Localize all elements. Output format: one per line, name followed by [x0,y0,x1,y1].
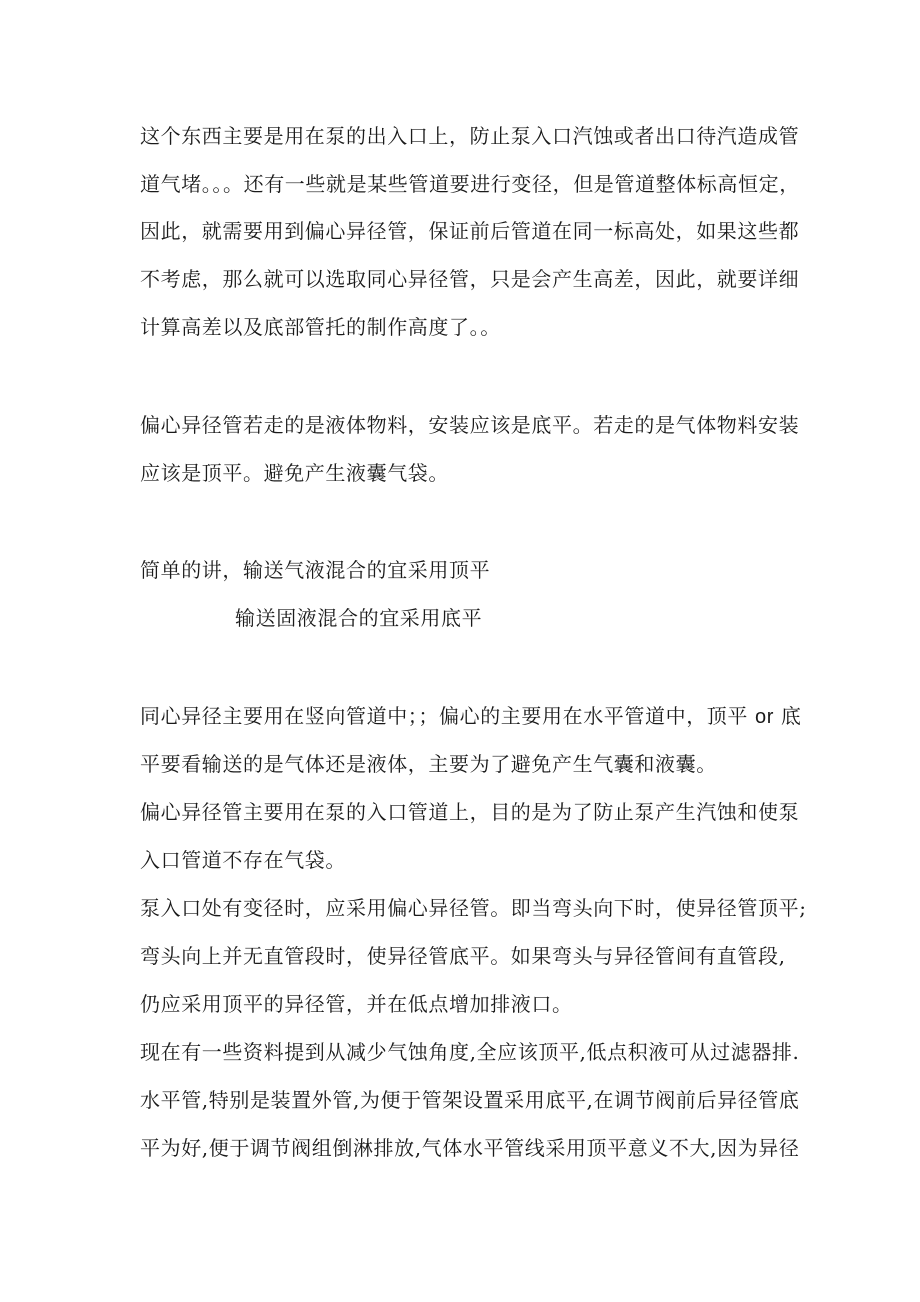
paragraph-2-line-1: 偏心异径管若走的是液体物料，安装应该是底平。若走的是气体物料安装 [140,413,800,437]
paragraph-1-line-4: 不考虑，那么就可以选取同心异径管，只是会产生高差，因此，就要详细 [140,267,800,291]
paragraph-4-line-1 [140,704,802,729]
paragraph-1-line-3: 因此，就需要用到偏心异径管，保证前后管道在同一标高处，如果这些都 [140,219,800,243]
paragraph-6-line-2: 弯头向上并无直管段时，使异径管底平。如果弯头与异径管间有直管段, [140,944,786,968]
paragraph-4-line-1-after: 底 [773,704,802,728]
paragraph-6-line-1: 泵入口处有变径时，应采用偏心异径管。即当弯头向下时，使异径管顶平; [140,896,807,920]
paragraph-2-line-2: 应该是顶平。避免产生液囊气袋。 [140,461,449,485]
paragraph-1-line-5: 计算高差以及底部管托的制作高度了。。 [140,315,501,339]
paragraph-4-line-1-latin: or [754,706,774,728]
paragraph-4-line-2: 平要看输送的是气体还是液体，主要为了避免产生气囊和液囊。 [140,752,717,776]
paragraph-1-line-2: 道气堵。。。还有一些就是某些管道要进行变径，但是管道整体标高恒定， [140,172,800,196]
paragraph-1-line-1: 这个东西主要是用在泵的出入口上，防止泵入口汽蚀或者出口待汽造成管 [140,124,800,148]
paragraph-7-line-1: 现在有一些资料提到从减少气蚀角度,全应该顶平,低点积液可从过滤器排. [140,1040,800,1064]
paragraph-7-line-2: 水平管,特别是装置外管,为便于管架设置采用底平,在调节阀前后异径管底 [140,1088,800,1112]
paragraph-7-line-3: 平为好,便于调节阀组倒淋排放,气体水平管线采用顶平意义不大,因为异径 [140,1136,800,1160]
paragraph-5-line-1: 偏心异径管主要用在泵的入口管道上，目的是为了防止泵产生汽蚀和使泵 [140,800,800,824]
paragraph-6-line-3: 仍应采用顶平的异径管，并在低点增加排液口。 [140,992,573,1016]
paragraph-3-line-2: 输送固液混合的宜采用底平 [235,606,483,630]
paragraph-4-line-1-before: 同心异径主要用在竖向管道中；；偏心的主要用在水平管道中，顶平 [140,704,755,728]
paragraph-3-line-1: 简单的讲，输送气液混合的宜采用顶平 [140,558,491,582]
paragraph-5-line-2: 入口管道不存在气袋。 [140,848,346,872]
